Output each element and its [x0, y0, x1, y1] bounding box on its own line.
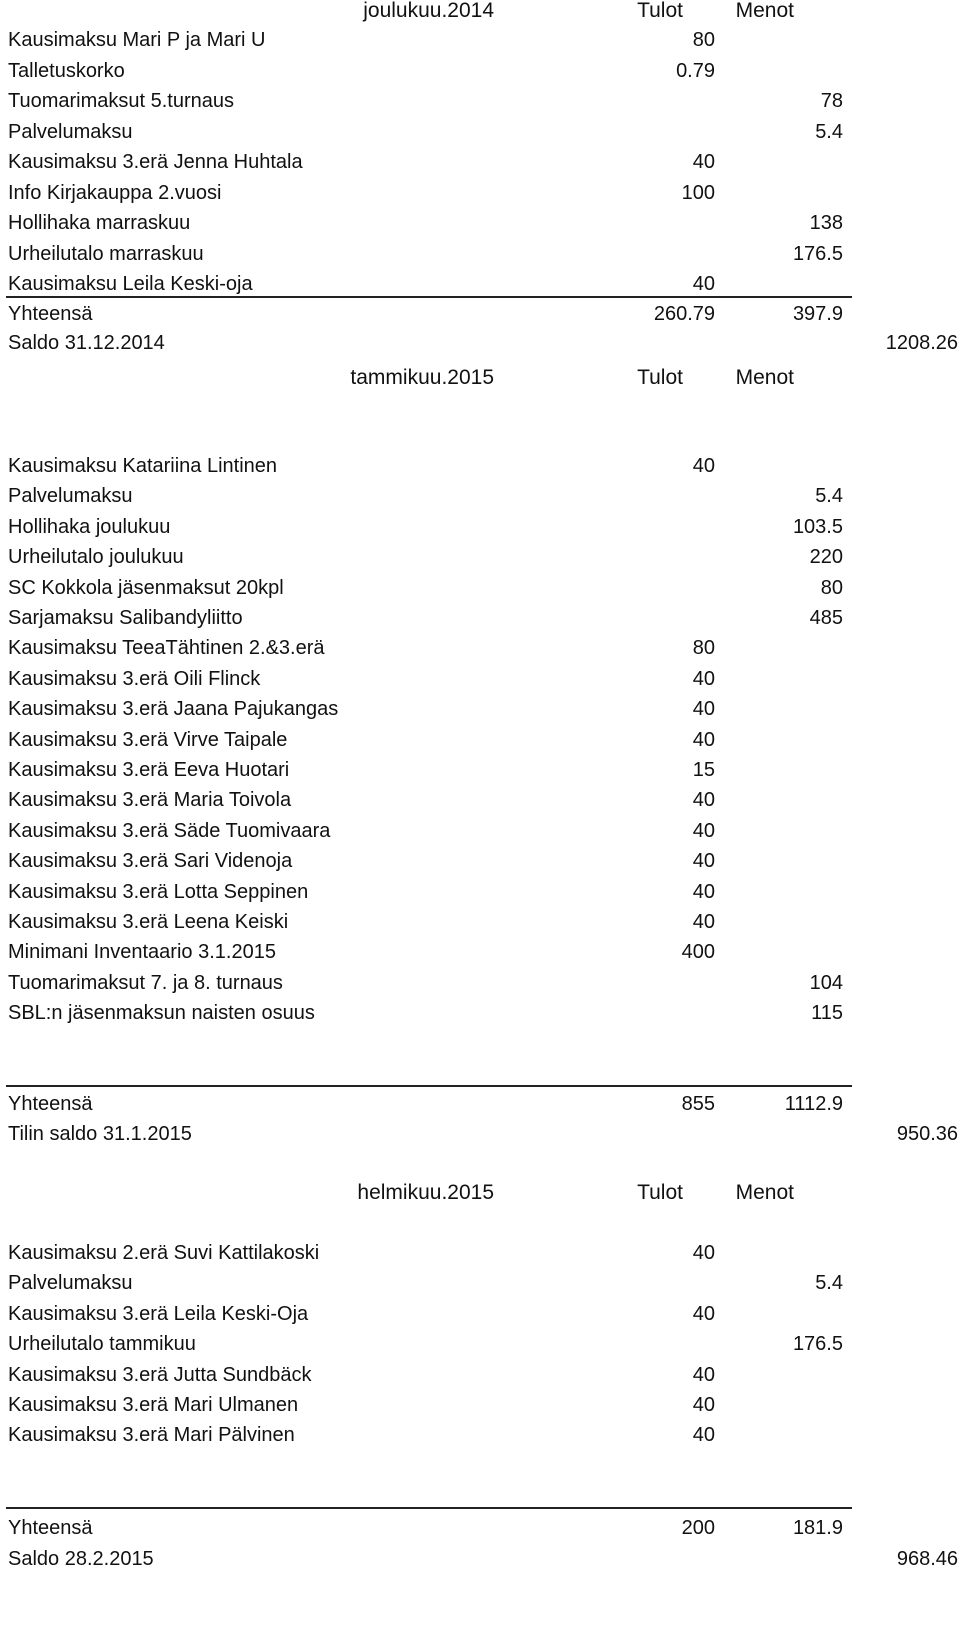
- ledger-row: [0, 1299, 960, 1329]
- ledger-row: [0, 694, 960, 724]
- row-label: Kausimaksu 3.erä Leena Keiski: [8, 911, 289, 933]
- ledger-row: [0, 269, 960, 299]
- tulot-value: 400: [681, 941, 715, 963]
- ledger-row: [0, 755, 960, 785]
- row-label: Urheilutalo marraskuu: [8, 243, 204, 265]
- tulot-header: Tulot: [637, 0, 683, 22]
- row-label: Urheilutalo joulukuu: [8, 546, 184, 568]
- ledger-row: [0, 208, 960, 238]
- row-label: Kausimaksu 3.erä Leila Keski-Oja: [8, 1303, 309, 1325]
- ledger-row: [0, 937, 960, 967]
- tulot-value: 40: [692, 820, 715, 842]
- balance-value: 950.36: [896, 1123, 958, 1145]
- row-label: Palvelumaksu: [8, 121, 133, 143]
- row-label: Palvelumaksu: [8, 1272, 133, 1294]
- ledger-row: [0, 877, 960, 907]
- ledger-row: [0, 542, 960, 572]
- total-tulot: 260.79: [653, 303, 715, 325]
- menot-value: 138: [809, 212, 843, 234]
- total-tulot: 200: [681, 1517, 715, 1539]
- ledger-row: [0, 633, 960, 663]
- menot-header: Menot: [735, 0, 794, 22]
- ledger-row: [0, 785, 960, 815]
- ledger-row: [0, 573, 960, 603]
- ledger-row: [0, 178, 960, 208]
- row-label: Kausimaksu 3.erä Maria Toivola: [8, 789, 292, 811]
- total-row: [0, 299, 960, 329]
- row-label: Kausimaksu 3.erä Jaana Pajukangas: [8, 698, 339, 720]
- tulot-value: 0.79: [676, 60, 715, 82]
- tulot-value: 40: [692, 151, 715, 173]
- row-label: SC Kokkola jäsenmaksut 20kpl: [8, 577, 284, 599]
- total-rule: [6, 296, 852, 298]
- ledger-row: [0, 56, 960, 86]
- ledger-row: [0, 846, 960, 876]
- ledger-row: [0, 907, 960, 937]
- menot-value: 5.4: [815, 485, 843, 507]
- balance-row: [0, 1119, 960, 1149]
- menot-value: 80: [820, 577, 843, 599]
- ledger-row: [0, 147, 960, 177]
- row-label: Kausimaksu Leila Keski-oja: [8, 273, 253, 295]
- row-label: Info Kirjakauppa 2.vuosi: [8, 182, 222, 204]
- ledger-row: [0, 998, 960, 1028]
- tulot-value: 40: [692, 1303, 715, 1325]
- menot-value: 103.5: [792, 516, 843, 538]
- row-label: Urheilutalo tammikuu: [8, 1333, 196, 1355]
- tulot-value: 40: [692, 1364, 715, 1386]
- menot-value: 176.5: [792, 243, 843, 265]
- ledger-row: [0, 86, 960, 116]
- ledger-row: [0, 1420, 960, 1450]
- menot-value: 5.4: [815, 1272, 843, 1294]
- ledger-row: [0, 664, 960, 694]
- ledger-row: [0, 725, 960, 755]
- row-label: Talletuskorko: [8, 60, 125, 82]
- menot-header: Menot: [735, 366, 794, 389]
- section-header: [0, 1178, 960, 1208]
- row-label: Kausimaksu 3.erä Mari Ulmanen: [8, 1394, 299, 1416]
- tulot-value: 40: [692, 729, 715, 751]
- ledger-row: [0, 481, 960, 511]
- tulot-value: 100: [681, 182, 715, 204]
- month-label: tammikuu.2015: [350, 366, 494, 389]
- tulot-value: 40: [692, 668, 715, 690]
- tulot-header: Tulot: [637, 1181, 683, 1204]
- month-label: helmikuu.2015: [357, 1181, 494, 1204]
- row-label: Hollihaka joulukuu: [8, 516, 171, 538]
- month-label: joulukuu.2014: [363, 0, 494, 22]
- row-label: Sarjamaksu Salibandyliitto: [8, 607, 243, 629]
- ledger-row: [0, 603, 960, 633]
- row-label: Kausimaksu TeeaTähtinen 2.&3.erä: [8, 637, 325, 659]
- tulot-value: 40: [692, 911, 715, 933]
- total-tulot: 855: [681, 1093, 715, 1115]
- row-label: Hollihaka marraskuu: [8, 212, 191, 234]
- total-label: Yhteensä: [8, 1093, 93, 1115]
- tulot-value: 40: [692, 850, 715, 872]
- total-menot: 1112.9: [784, 1093, 843, 1115]
- tulot-value: 40: [692, 1242, 715, 1264]
- balance-label: Saldo 28.2.2015: [8, 1548, 154, 1570]
- balance-value: 968.46: [896, 1548, 958, 1570]
- balance-label: Tilin saldo 31.1.2015: [8, 1123, 192, 1145]
- menot-value: 78: [820, 90, 843, 112]
- total-row: [0, 1089, 960, 1119]
- row-label: Kausimaksu 3.erä Sari Videnoja: [8, 850, 293, 872]
- section-header: [0, 363, 960, 393]
- ledger-row: [0, 117, 960, 147]
- menot-value: 220: [809, 546, 843, 568]
- row-label: Kausimaksu 3.erä Mari Pälvinen: [8, 1424, 295, 1446]
- tulot-value: 40: [692, 273, 715, 295]
- total-rule: [6, 1085, 852, 1087]
- balance-row: [0, 328, 960, 358]
- tulot-value: 40: [692, 1394, 715, 1416]
- row-label: Kausimaksu 3.erä Lotta Seppinen: [8, 881, 309, 903]
- ledger-row: [0, 512, 960, 542]
- ledger-row: [0, 239, 960, 269]
- row-label: Kausimaksu 3.erä Virve Taipale: [8, 729, 288, 751]
- total-rule: [6, 1507, 852, 1509]
- tulot-value: 15: [692, 759, 715, 781]
- row-label: Kausimaksu Katariina Lintinen: [8, 455, 278, 477]
- total-row: [0, 1513, 960, 1543]
- menot-value: 485: [809, 607, 843, 629]
- row-label: Kausimaksu 3.erä Oili Flinck: [8, 668, 261, 690]
- ledger-row: [0, 968, 960, 998]
- tulot-value: 80: [692, 637, 715, 659]
- ledger-row: [0, 1360, 960, 1390]
- tulot-value: 40: [692, 698, 715, 720]
- ledger-row: [0, 1390, 960, 1420]
- row-label: Tuomarimaksut 5.turnaus: [8, 90, 235, 112]
- total-menot: 397.9: [792, 303, 843, 325]
- row-label: Kausimaksu Mari P ja Mari U: [8, 29, 266, 51]
- menot-value: 5.4: [815, 121, 843, 143]
- ledger-row: [0, 816, 960, 846]
- section-header: [0, 0, 960, 26]
- menot-value: 115: [811, 1002, 843, 1024]
- row-label: Kausimaksu 3.erä Jutta Sundbäck: [8, 1364, 312, 1386]
- tulot-value: 80: [692, 29, 715, 51]
- tulot-value: 40: [692, 789, 715, 811]
- ledger-row: [0, 1238, 960, 1268]
- ledger-row: [0, 1329, 960, 1359]
- menot-header: Menot: [735, 1181, 794, 1204]
- row-label: SBL:n jäsenmaksun naisten osuus: [8, 1002, 315, 1024]
- total-label: Yhteensä: [8, 303, 93, 325]
- row-label: Kausimaksu 3.erä Eeva Huotari: [8, 759, 290, 781]
- ledger-row: [0, 451, 960, 481]
- row-label: Kausimaksu 3.erä Jenna Huhtala: [8, 151, 303, 173]
- balance-label: Saldo 31.12.2014: [8, 332, 165, 354]
- tulot-header: Tulot: [637, 366, 683, 389]
- tulot-value: 40: [692, 1424, 715, 1446]
- menot-value: 104: [809, 972, 843, 994]
- balance-value: 1208.26: [885, 332, 958, 354]
- ledger-row: [0, 25, 960, 55]
- row-label: Tuomarimaksut 7. ja 8. turnaus: [8, 972, 283, 994]
- row-label: Palvelumaksu: [8, 485, 133, 507]
- total-label: Yhteensä: [8, 1517, 93, 1539]
- total-menot: 181.9: [792, 1517, 843, 1539]
- balance-row: [0, 1544, 960, 1574]
- ledger-row: [0, 1268, 960, 1298]
- tulot-value: 40: [692, 881, 715, 903]
- row-label: Kausimaksu 3.erä Säde Tuomivaara: [8, 820, 331, 842]
- menot-value: 176.5: [792, 1333, 843, 1355]
- row-label: Kausimaksu 2.erä Suvi Kattilakoski: [8, 1242, 320, 1264]
- row-label: Minimani Inventaario 3.1.2015: [8, 941, 276, 963]
- tulot-value: 40: [692, 455, 715, 477]
